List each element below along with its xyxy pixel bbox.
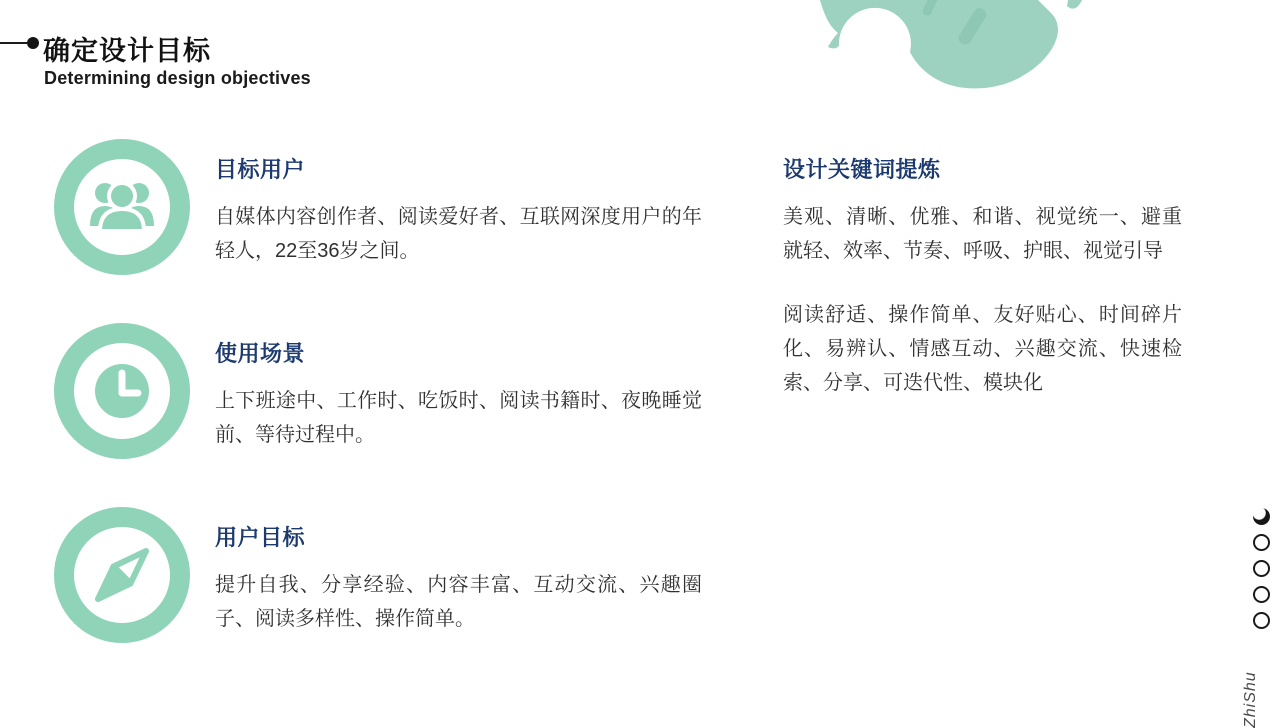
section-heading: 用户目标 (215, 525, 306, 550)
page-dot[interactable] (1253, 534, 1270, 551)
section-heading: 使用场景 (215, 341, 306, 366)
decorative-blob-graphic (788, 0, 1088, 100)
page-subtitle: Determining design objectives (44, 68, 311, 88)
page-title: 确定设计目标 (43, 36, 211, 66)
page-dot-active[interactable] (1253, 508, 1270, 525)
section-body: 上下班途中、工作时、吃饭时、阅读书籍时、夜晚睡觉前、等待过程中。 (215, 390, 702, 446)
section-heading: 目标用户 (215, 157, 306, 182)
blob-shape-svg (788, 0, 1088, 100)
clock-icon (54, 323, 190, 459)
users-icon (54, 139, 190, 275)
section-body: 提升自我、分享经验、内容丰富、互动交流、兴趣圈子、阅读多样性、操作简单。 (215, 574, 702, 630)
page-dot[interactable] (1253, 560, 1270, 577)
section-target-users (54, 139, 702, 275)
section-design-keywords (783, 139, 1182, 400)
title-leader-line (0, 42, 27, 44)
keywords-heading: 设计关键词提炼 (783, 157, 941, 182)
keywords-paragraph-1: 美观、清晰、优雅、和谐、视觉统一、避重就轻、效率、节奏、呼吸、护眼、视觉引导 (783, 206, 1182, 262)
section-user-goals (54, 507, 702, 643)
section-usage-scenarios (54, 323, 702, 459)
page-dot-nav (1253, 508, 1270, 629)
title-bullet-dot (27, 37, 39, 49)
compass-icon (54, 507, 190, 643)
page-dot[interactable] (1253, 612, 1270, 629)
page-dot[interactable] (1253, 586, 1270, 603)
section-body: 自媒体内容创作者、阅读爱好者、互联网深度用户的年轻人，22至36岁之间。 (215, 206, 702, 262)
watermark-text: ZhiShu (1242, 671, 1259, 728)
keywords-paragraph-2: 阅读舒适、操作简单、友好贴心、时间碎片化、易辨认、情感互动、兴趣交流、快速检索、分享、可迭代性、模块化 (783, 304, 1182, 394)
